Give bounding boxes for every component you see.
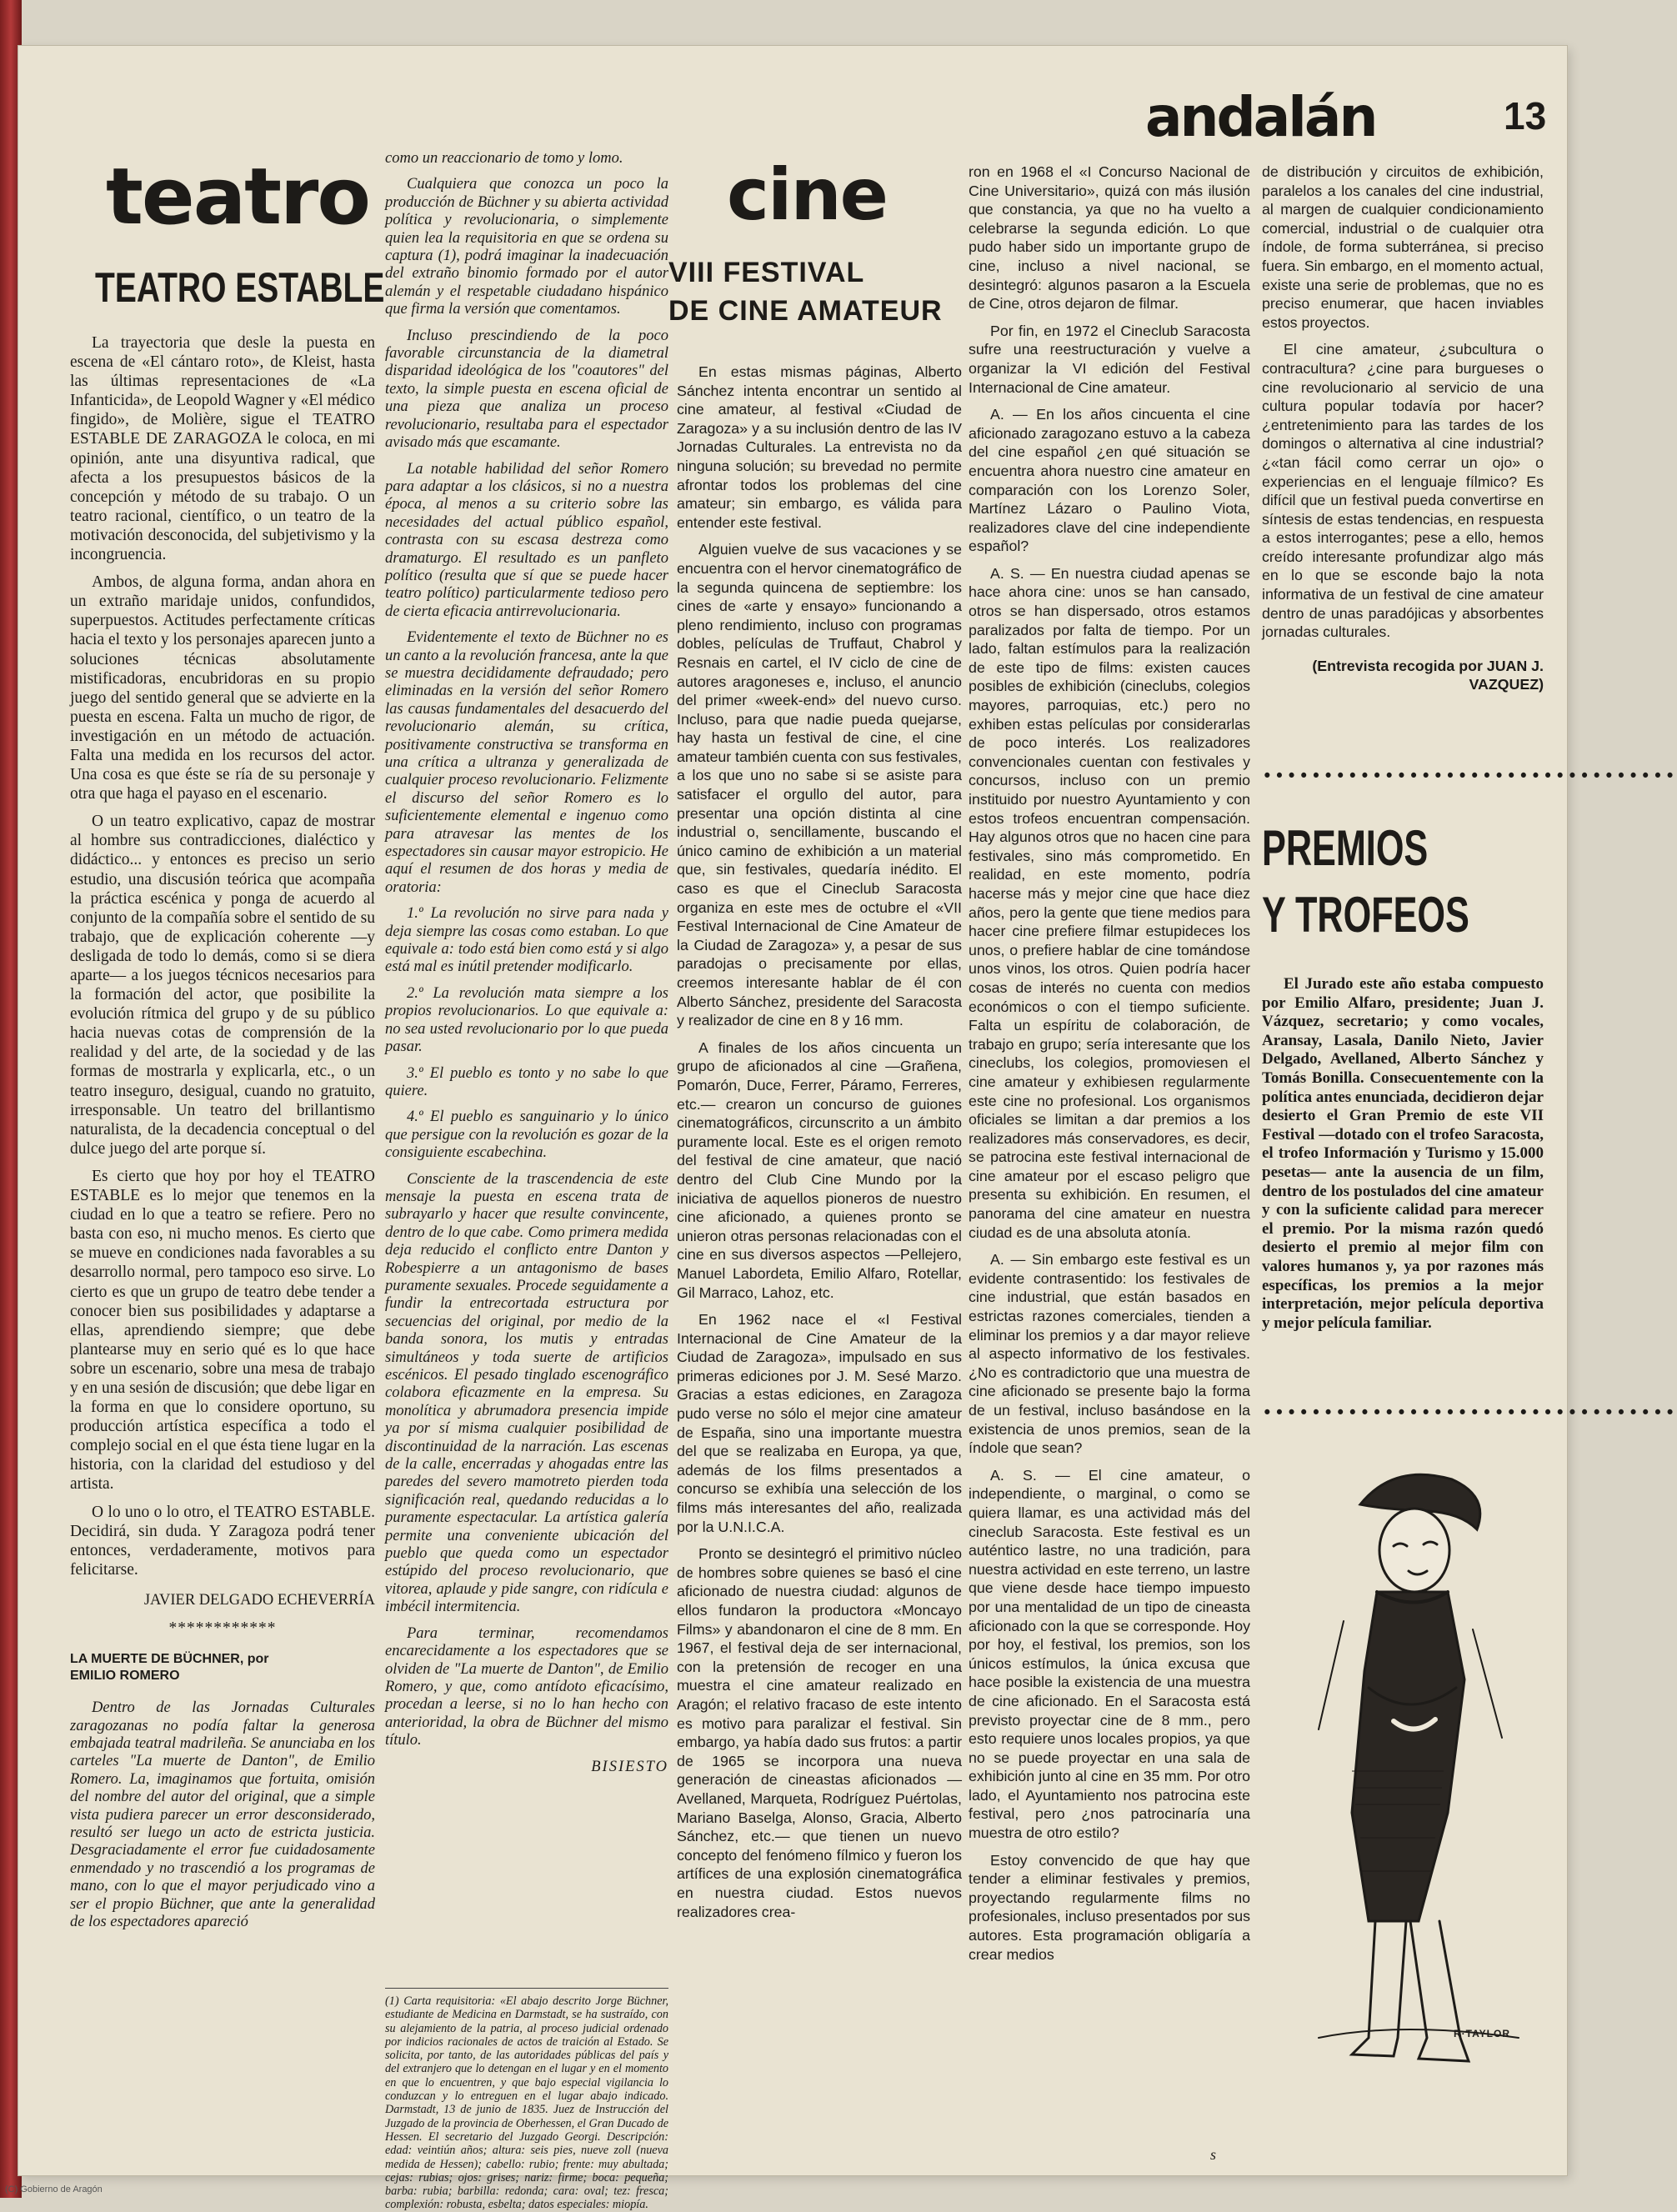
paragraph: A finales de los años cincuenta un grupo de aficionados al cine —Grañena, Pomarón, Duce, Ferrer, Páramo, Ferreres, etc.— crearon un concurso de guiones cinematográficos, circunscrito a un ámbito puramente local. Este es el origen remoto del festival de cine amateur, que nació dentro del Club Cine Mundo por la iniciativa de aquellos pioneros de nuestro cine aficionado, a quienes pronto se unieron otras personas relacionadas con el cine en sus diversos aspectos —Pellejero, Manuel Labordeta, Emilio Alfaro, Rotellar, Gil Marraco, Lahoz, etc.	[677, 1038, 962, 1301]
copyright-credit: (C) Gobierno de Aragón	[5, 2184, 103, 2194]
headline-premios: PREMIOS	[1262, 820, 1429, 876]
page-number: 13	[1504, 94, 1547, 138]
paragraph: A. S. — El cine amateur, o independiente, o marginal, o como se quiera llamar, es una actividad más del cineclub Saracosta. Este festival es un auténtico lastre, no una tradición, para nuestra actividad en este terreno, un lastre que viene desde hace tiempo impuesto por una mentalidad de un tipo de cineasta aficionado con la que se corresponde. Hoy por hoy, el festival, los premios, son los únicos estímulos, la única excusa que hace posible la existencia de una muestra de cine aficionado. En el Saracosta está previsto proyectar cine de 8 mm., pero esto requiere unos locales propios, ya que no se puede proyectar en una sala de exhibición junto al cine en 35 mm. Por otro lado, el Ayuntamiento nos patrocina este festival, pero ¿nos patrocinaría una muestra de otro estilo?	[969, 1466, 1250, 1842]
caricature-illustration	[1269, 1454, 1544, 2096]
dot-divider: ••••••••••••••••••••••••••••••••••	[1262, 766, 1677, 786]
headline-cine-amateur: DE CINE AMATEUR	[668, 295, 943, 327]
paragraph: En estas mismas páginas, Alberto Sánchez intenta encontrar un sentido al cine amateur, al festival «Ciudad de Zaragoza» y a su inclusión dentro de las IV Jornadas Culturales. La entrevista no da ninguna solución; su brevedad no permite afrontar todos los problemas del cine amateur; sin embargo, es válida para entender este festival.	[677, 363, 962, 531]
paragraph: O un teatro explicativo, capaz de mostrar al hombre sus contradicciones, dialéctico y didáctico... y entonces es preciso un serio estudio, una discusión teórica que acompaña la práctica escénica y ponga de acuerdo al conjunto de la compañía sobre el sentido de su trabajo, que de explicación coherente —y desligada de todo lo demás, como si se diera aparte— a los juegos técnicos necesarios para la formación del actor, que posibilite la evolución rítmica del grupo y de su público hacia nuevas cotas de comprensión de la realidad y del arte, de la sociedad y de las formas de mostrarla y explicarla, etc., o un teatro inseguro, desigual, cuando no gratuito, irresponsable. Un teatro del brillantismo naturalista, de la decadencia conceptual o del dulce juego del arte porque sí.	[70, 813, 375, 1158]
paragraph: El cine amateur, ¿subcultura o contracultura? ¿cine para burgueses o cine revolucionario al servicio de una cultura popular todavía por hacer? ¿entretenimiento para las tardes de los domingos o alternativa al cine industrial? ¿«tan fácil como cerrar un ojo» o experiencias en el lenguaje fílmico? Es difícil que un festival pueda convertirse en síntesis de estas tendencias, en respuesta a estos interrogantes; pese a ello, hemos creído interesante profundizar algo más en lo que se esconde bajo la nota informativa de un festival de cine amateur dentro de unas paradójicas y absorbentes jornadas culturales.	[1262, 341, 1544, 641]
separator: ************	[168, 1619, 277, 1637]
buchner-review	[385, 150, 668, 1776]
masthead-logo: andalán	[1145, 85, 1376, 149]
cine-article-col3	[1262, 163, 1544, 694]
paragraph: O lo uno o lo otro, el TEATRO ESTABLE. Decidirá, sin duda. Y Zaragoza podrá tener entonces, verdaderamente, motivos para felicitarse.	[70, 1503, 375, 1579]
byline: JAVIER DELGADO ECHEVERRÍA	[143, 1591, 375, 1609]
teatro-article	[70, 333, 375, 1939]
paragraph: Pronto se desintegró el primitivo núcleo de hombres sobre quienes se basó el cine aficionado de nuestra ciudad: algunos de ellos fundaron la productora «Moncayo Films» y abandonaron el cine de 8 mm. En 1967, el festival deja de ser internacional, con la pretensión de recoger en una muestra el cine amateur realizado en Aragón; el relativo fracaso de este intento es motivo para paralizar el festival. Sin embargo, ya había dado sus frutos: a partir de 1965 se incorpora una nueva generación de cineastas aficionados —Avellaned, Marqueta, Rodríguez Puértolas, Mariano Baselga, Alonso, Gracia, Alberto Sánchez, etc.— que tienen un nuevo concepto del fenómeno fílmico y fueron los artífices de una explosión cinematográfica en nuestra ciudad. Estos nuevos realizadores crea-	[677, 1545, 962, 1920]
paragraph: El Jurado este año estaba compuesto por Emilio Alfaro, presidente; Juan J. Vázquez, secretario; y como vocales, Aransay, Lasala, Danilo Nieto, Javier Delgado, Avellaned, Alberto Sánchez y Tomás Bonilla. Consecuentemente con la política antes enunciada, decidieron dejar desierto el Gran Premio de este VII Festival —dotado con el trofeo Saracosta, el trofeo Información y Turismo y 15.000 pesetas— ante la ausencia de un film, dentro de los postulados del cine amateur y con la suficiente calidad para merecer el premio. Por la misma razón quedó desierto el premio al mejor film con valores humanos y, ya por razones más específicas, los premios a la mejor interpretación, mejor película deportiva y mejor película familiar.	[1262, 975, 1544, 1332]
premios-article	[1262, 975, 1544, 1341]
footnote-rule	[385, 1988, 668, 1989]
headline-teatro-estable: TEATRO ESTABLE	[95, 264, 385, 311]
cine-article-col1	[677, 363, 962, 1929]
interview-credit: (Entrevista recogida por JUAN J. VAZQUEZ)	[1312, 657, 1544, 693]
headline-festival: VIII FESTIVAL	[668, 257, 865, 288]
list-item: 2.º La revolución mata siempre a los propios revolucionarios. Lo que equivale a: no sea usted revolucionario por lo que pueda pasar.	[385, 984, 668, 1056]
list-item: 3.º El pueblo es tonto y no sabe lo que quiere.	[385, 1064, 668, 1099]
paragraph: de distribución y circuitos de exhibición, paralelos a los canales del cine industrial, al margen de cualquier condicionamiento comercial, industrial o de cualquier otra índole, de forma subterránea, si preciso fuera. Sin embargo, en el momento actual, existe una serie de problemas, que no es preciso enumerar, que hacen inviables estos proyectos.	[1262, 163, 1544, 331]
signature: BISIESTO	[591, 1758, 668, 1775]
paragraph: A. — Sin embargo este festival es un evidente contrasentido: los festivales de cine industrial, que están basados en estrictas razones comerciales, tienden a eliminar los premios y a dar mayor relieve al aspecto informativo de los festivales. ¿No es contradictorio que una muestra de cine aficionado se presente bajo la forma de un festival, incluso basándose en la existencia de unos premios, sean de la índole que sean?	[969, 1251, 1250, 1457]
footnote: (1) Carta requisitoria: «El abajo descrito Jorge Büchner, estudiante de Medicina en Darmstadt, se ha sustraído, con su alejamiento de la patria, al proceso judicial ordenado por indicios racionales de actos de traición al Estado. Se solicita, por tanto, de las autoridades públicas del país y del extranjero que lo detengan en el lugar y en el momento en que lo encuentren, y que bajo especial vigilancia lo conduzcan y lo entreguen en el lugar abajo indicado. Darmstadt, 13 de junio de 1835. Juez de Instrucción del Juzgado de la provincia de Oberhessen, el Gran Ducado de Hessen. El secretario del Juzgado Georgi. Descripción: edad: veintiún años; altura: seis pies, nueve zoll (nueva medida de Hessen); cabello: rubio; frente: muy abultada; cejas: rubias; ojos: grises; nariz: firme; boca: pequeña; barba: rubia; barbilla: redonda; cara: oval; tez: fresca; complexión: robusta, esbelta; datos especiales: miopía.	[385, 1994, 668, 2212]
paragraph: La notable habilidad del señor Romero para adaptar a los clásicos, si no a nuestra época, al menos a su criterio sobre las necesidades del actual público español, contrasta con su escasa destreza como dramaturgo. El resultado es un panfleto político (resulta que sí que se puede hacer teatro político) particularmente tedioso pero de cierta eficacia antirrevolucionaria.	[385, 460, 668, 620]
paragraph: Consciente de la trascendencia de este mensaje la puesta en escena trata de subrayarlo y hacer que resulte convincente, dentro de lo que cabe. Como primera medida deja reducido el conflicto entre Danton y Robespierre a un antagonismo de bases puramente sexuales. Procede seguidamente a fundir la entrecortada estructura por secuencias del original, por medio de la banda sonora, los mutis y entradas simultáneos y toda suerte de artificios escénicos. El pesado tinglado escenográfico colabora eficazmente en la empresa. Su monolítica y abrumadora presencia impide ya por sí misma cualquier posibilidad de discontinuidad de la narración. Las escenas de la calle, encerradas y ahogadas entre las paredes del severo mamotreto pierden toda significación real, quedando reducidas a lo puramente espectacular. La artística galería permite una conveniente ubicación del pueblo que queda como un espectador estúpido del proceso revolucionario, que vitorea, aplaude y pide sangre, con ridícula e imbécil intermitencia.	[385, 1170, 668, 1616]
list-item: 1.º La revolución no sirve para nada y deja siempre las cosas como estaban. Lo que equivale a: todo está bien como está y si algo está mal es inútil pretender modificarlo.	[385, 905, 668, 976]
paragraph: A. S. — En nuestra ciudad apenas se hace ahora cine: unos se han cansado, otros se han dispersado, otros estamos paralizados por falta de tiempo. Por un lado, faltan estímulos para la realización de este tipo de films: existen cauces posibles de exhibición (cineclubs, colegios mayores, parroquias, etc.) pero no exhiben estas películas por considerarlas de poco interés. Los realizadores convencionales cuentan con festivales y concursos, incluso con un premio instituido por nuestro Ayuntamiento y con estos trofeos encuentran compensación. Hay algunos otros que no hacen cine para festivales, sino más comprometido. En realidad, en este momento, podría hacerse más y mejor cine que hace diez años, pero la gente que tiene medios para hacer cine prefiere filmar estupideces los unos, o prefiere hablar de cine tomándose unos vinos, los otros. Quien podría hacer cosas de interés no cuenta con medios económicos o con el tiempo suficiente. Falta un espíritu de colaboración, de trabajo en grupo; sería interesante que los cineclubs, los colegios, promoviesen el cine amateur y exhibiesen regularmente este cine no profesional. Los organismos oficiales se limitan a dar premios a los realizadores más conservadores, es decir, se patrocina este festival internacional de cine amateur por el escaso peligro que presenta su exhibición. En resumen, el panorama del cine amateur en nuestra ciudad es de una absoluta atonía.	[969, 564, 1250, 1241]
paragraph: Ambos, de alguna forma, andan ahora en un extraño maridaje unidos, confundidos, superpuestos. Actitudes perfectamente críticas hacia el texto y los personajes aparecen junto a soluciones técnicas absolutamente mistificadoras, encubridoras en su propio juego del sentido general que se advierte en la puesta en escena. Falta un mucho de rigor, de investigación en un método de actuación. Falta una medida en los recursos del actor. Una cosa es que éste se ría de su personaje y otra que haga el payaso en el escenario.	[70, 573, 376, 803]
paragraph: En 1962 nace el «I Festival Internacional de Cine Amateur de la Ciudad de Zaragoza», impulsado en sus primeras ediciones por J. M. Sesé Marzo. Gracias a estas ediciones, en Zaragoza pudo verse no sólo el mejor cine amateur de España, sino una importante muestra del que se realizaba en Europa, ya que, además de los films presentados a concurso se exhibía una selección de los films más interesantes del año, realizada por la U.N.I.C.A.	[677, 1311, 962, 1535]
paragraph: A. — En los años cincuenta el cine aficionado zaragozano estuvo a la cabeza del cine español ¿en qué situación se encuentra ahora nuestro cine amateur en comparación con los Lorenzo Soler, Martínez Lázaro o Paulino Viota, realizadores clave del cine independiente español?	[969, 406, 1250, 555]
headline-y-trofeos: Y TROFEOS	[1262, 887, 1469, 943]
paragraph: Estoy convencido de que hay que tender a eliminar festivales y premios, proyectando regularmente films no profesionales, incluso presentados por sus autores. Esta programación obligaría a crear medios	[969, 1851, 1250, 1963]
paragraph: Para terminar, recomendamos encarecidamente a los espectadores que se olviden de "La muerte de Danton", de Emilio Romero, y que, como antídoto eficacísimo, procedan a leerse, si no lo han hecho con anterioridad, la obra de Büchner del mismo título.	[385, 1624, 668, 1749]
sub-headline: LA MUERTE DE BÜCHNER, por EMILIO ROMERO	[70, 1652, 269, 1684]
section-title-cine: cine	[727, 153, 888, 237]
dot-divider: ••••••••••••••••••••••••••••••••••	[1262, 1403, 1677, 1423]
paragraph: Incluso prescindiendo de la poco favorable circunstancia de la diametral disparidad ideológica de los "coautores" del texto, la simple puesta en escena oficial de una pieza que analiza un proceso revolucionario, resultaba para el espectador avisado más que escamante.	[385, 327, 668, 452]
paragraph: ron en 1968 el «I Concurso Nacional de Cine Universitario», quizá con más ilusión que constancia, ya que no ha vuelto a celebrarse la segunda edición. Lo que pudo haber sido un importante grupo de cine, incluso a nivel nacional, se desintegró: algunos pasaron a la Escuela de Cine, otros dejaron de filmar.	[969, 163, 1250, 313]
paragraph: Dentro de las Jornadas Culturales zaragozanas no podía faltar la generosa embajada teatral madrileña. Se anunciaba en los carteles "La muerte de Danton", de Emilio Romero. La, imaginamos que fortuita, omisión del nombre del autor del original, que a simple vista pudiera parecer un error desconsiderado, resultó ser luego un acto de estricta justicia. Desgraciadamente el error fue cuidadosamente enmendado y no trascendió a los programas de mano, con lo que el mayor perjudicado vino a ser el propio Büchner, que ante la generalidad de los espectadores apareció	[70, 1699, 375, 1930]
paragraph: como un reaccionario de tomo y lomo.	[385, 150, 623, 167]
paragraph: Evidentemente el texto de Büchner no es un canto a la revolución francesa, ante la que se muestra decididamente defraudado; pero eliminadas en la versión del señor Romero las causas fundamentales del desacuerdo del revolucionario alemán, su crítica, positivamente constructiva se transforma en una crítica a ultranza y generalizada de cualquier proceso revolucionario. Felizmente el discurso del señor Romero es lo suficientemente elemental e ingenuo como para atravesar las mentes de los espectadores sin causar mayor estropicio. He aquí el resumen de dos horas y media de oratoria:	[385, 629, 668, 896]
paragraph: Por fin, en 1972 el Cineclub Saracosta sufre una reestructuración y vuelve a organizar la VI edición del Festival Internacional de Cine amateur.	[969, 322, 1250, 396]
cine-article-col2	[969, 163, 1250, 1972]
paragraph: Cualquiera que conozca un poco la producción de Büchner y su abierta actividad política y revolucionaria, o simplemente quien lea la requisitoria en que se ordena su captura (1), podrá imaginar la inadecuación del extraño binomio formado por el autor alemán y el respetable ciudadano hispánico que firma la versión que comentamos.	[385, 176, 668, 318]
paragraph: Alguien vuelve de sus vacaciones y se encuentra con el hervor cinematográfico de la segunda quincena de septiembre: los cines de «arte y ensayo» funcionando a pleno rendimiento, incluso con programas dobles, películas de Truffaut, Chabrol y Resnais en cartel, el IV ciclo de cine de autores aragoneses e, incluso, el anuncio del primer «week-end» del nuevo curso. Incluso, para que nadie pueda quejarse, hay hasta un festival de cine, el cine amateur también cuenta con sus festivales, a los que uno no sabe si se asiste para satisfacer el orgullo del autor, para presentar una opción distinta al cine industrial o, sencillamente, buscando el único camino de exhibición a un material que, sin festivales, quedaría inédito. El caso es que el Cineclub Saracosta organiza en este mes de octubre el «VII Festival Internacional de Cine Amateur de la Ciudad de Zaragoza» y, a pesar de sus paradojas o precisamente por ellas, creemos interesante hablar de él con Alberto Sánchez, presidente del Saracosta y realizador de cine en 8 y 16 mm.	[677, 541, 962, 1029]
section-title-teatro: teatro	[106, 152, 369, 243]
page-mark: s	[1210, 2146, 1217, 2163]
illustrator-signature: R·TAYLOR	[1454, 2028, 1510, 2039]
paragraph: Es cierto que hoy por hoy el TEATRO ESTABLE es lo mejor que tenemos en la ciudad en lo que a teatro se refiere. Pero no basta con eso, ni mucho menos. Es cierto que se mueve en condiciones nada favorables a su desarrollo normal, pero tampoco eso sirve. Lo cierto es que un grupo de teatro debe tender a conocer bien sus posibilidades y adaptarse a ellas, aprendiendo siempre; que debe plantearse muy en serio qué es lo que hace sobre un escenario, sobre una mesa de trabajo y en una sesión de discusión; que debe ligar en la forma en que lo considere oportuno, su producción artística específica a todo el complejo social en el que ésta tiene lugar en la historia, con la claridad del estudioso y del artista.	[70, 1167, 375, 1494]
paragraph: La trayectoria que desle la puesta en escena de «El cántaro roto», de Kleist, hasta las últimas representaciones de «La Infanticida», de Leopold Wagner y «El médico fingido», de Molière, sigue el TEATRO ESTABLE DE ZARAGOZA le coloca, en mi opinión, ante una disyuntiva radical, que afecta a los presupuestos básicos de la concepción y método de su trabajo. O un teatro racional, científico, o un teatro de la motivación desconocida, del subjetivismo y la incongruencia.	[70, 334, 375, 564]
list-item: 4.º El pueblo es sanguinario y lo único que persigue con la revolución es gozar de la consiguiente escabechina.	[385, 1109, 668, 1162]
